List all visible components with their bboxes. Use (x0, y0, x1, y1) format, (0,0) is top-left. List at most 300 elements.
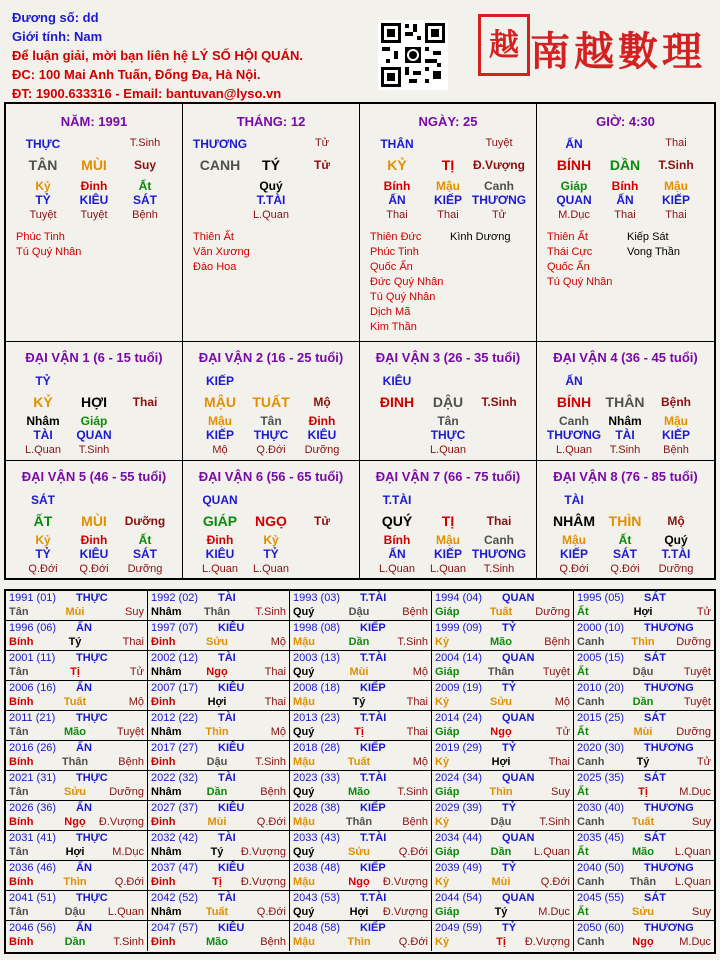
hidden-can: Canh (559, 414, 589, 428)
year-cell (6, 831, 148, 861)
hidden-stage: T.Sinh (609, 444, 641, 456)
year-chi: Ngọ (64, 816, 86, 828)
year-stage: Bệnh (260, 786, 286, 798)
year-thap-than: KIẾP (360, 802, 386, 814)
year-cell (574, 711, 714, 741)
pillar-chi: TÝ (262, 157, 280, 173)
year-cell (148, 651, 290, 681)
year-thap-than: KIẾP (360, 742, 386, 754)
year-chi: Ngọ (632, 936, 654, 948)
dai-van-thap-than: TỶ (35, 374, 51, 388)
year-label: 2008 (18) (293, 682, 341, 694)
year-stage: Q.Đới (398, 846, 428, 858)
year-cell (574, 801, 714, 831)
dai-van-8 (537, 461, 714, 580)
hidden-stage: L.Quan (24, 444, 62, 456)
year-label: 2022 (32) (151, 772, 199, 784)
year-can: Bính (9, 636, 34, 648)
dai-van-thap-than: T.TÀI (382, 493, 412, 507)
year-chi: Tý (68, 636, 82, 648)
year-cell (148, 711, 290, 741)
year-stage: Suy (551, 786, 570, 798)
year-label: 2003 (13) (293, 652, 341, 664)
year-can: Ất (577, 666, 589, 678)
year-thap-than: T.TÀI (360, 712, 387, 724)
year-stage: L.Quan (533, 846, 570, 858)
year-can: Ất (577, 606, 589, 618)
pillar-stage-top: Tuyệt (485, 137, 513, 149)
dai-van-thap-than: ẤN (565, 374, 583, 388)
dai-van-1 (6, 342, 183, 461)
year-label: 2017 (27) (151, 742, 199, 754)
year-stage: Thai (122, 636, 144, 648)
dai-van-stage: Mộ (667, 514, 685, 528)
hidden-can: Bính (383, 179, 411, 193)
year-cell (6, 801, 148, 831)
year-chi: Thân (629, 876, 657, 888)
pillar-stage-top: Thai (665, 137, 687, 149)
year-thap-than: T.TÀI (360, 832, 387, 844)
year-cell (432, 741, 574, 771)
hidden-can: Mậu (562, 533, 586, 547)
year-thap-than: QUAN (502, 772, 535, 784)
year-can: Giáp (435, 726, 460, 738)
year-chi: Sửu (347, 846, 371, 858)
year-stage: Bệnh (544, 636, 570, 648)
year-thap-than: ẤN (76, 922, 92, 934)
dai-van-can: ẤT (33, 513, 53, 529)
hidden-can: Đinh (206, 533, 234, 547)
year-cell (432, 591, 574, 621)
dai-van-title: ĐẠI VẬN 1 (6 - 15 tuổi) (25, 350, 163, 365)
year-chi: Hợi (633, 606, 653, 618)
year-cell (574, 651, 714, 681)
year-thap-than: ẤN (76, 682, 92, 694)
year-thap-than: KIẾP (360, 622, 386, 634)
year-thap-than: THỰC (76, 652, 108, 664)
hidden-can: Đinh (80, 179, 108, 193)
year-label: 2010 (20) (577, 682, 625, 694)
year-cell (290, 681, 432, 711)
year-can: Quý (293, 906, 315, 918)
year-stage: Mộ (554, 696, 570, 708)
year-label: 2005 (15) (577, 652, 625, 664)
pillar-stage-top: Tử (314, 137, 330, 149)
year-cell (148, 861, 290, 891)
year-stage: Tử (129, 666, 144, 678)
year-label: 1992 (02) (151, 592, 199, 604)
dai-van-chi: DẬU (432, 394, 464, 410)
year-stage: Dưỡng (535, 606, 570, 618)
year-stage: Mộ (270, 636, 286, 648)
year-chi: Tuất (347, 756, 371, 768)
year-thap-than: TÀI (218, 652, 236, 664)
year-thap-than: QUAN (502, 652, 535, 664)
year-thap-than: KIÊU (218, 622, 245, 634)
pillar-thap-than: ẤN (565, 137, 583, 151)
year-stage: Thai (264, 666, 286, 678)
pillar-thap-than: THỰC (25, 137, 61, 151)
hidden-can: Mậu (664, 414, 688, 428)
year-can: Nhâm (151, 846, 182, 858)
year-thap-than: TỶ (502, 682, 517, 694)
year-cell (432, 801, 574, 831)
year-stage: M.Dục (679, 786, 711, 798)
year-thap-than: TÀI (218, 712, 236, 724)
year-label: 2024 (34) (435, 772, 483, 784)
year-can: Bính (9, 696, 34, 708)
star-item: Tú Quý Nhân (16, 246, 82, 258)
year-stage: Q.Đới (540, 876, 570, 888)
year-can: Kỷ (435, 876, 450, 888)
year-cell (148, 591, 290, 621)
dai-van-stage: Thai (486, 514, 512, 528)
year-thap-than: THƯƠNG (644, 802, 694, 814)
hidden-stage: Bệnh (132, 209, 158, 221)
year-cell (432, 921, 574, 951)
hidden-stage: Tử (491, 209, 507, 221)
year-chi: Tuất (631, 816, 655, 828)
year-stage: Đ.Vượng (98, 816, 144, 828)
year-chi: Mùi (491, 876, 511, 888)
year-can: Giáp (435, 666, 460, 678)
hidden-can: Mậu (664, 179, 688, 193)
star-item: Kiếp Sát (627, 231, 669, 243)
hidden-thap-than: TÀI (615, 428, 635, 442)
star-item: Vong Thần (627, 246, 681, 258)
year-cell (432, 831, 574, 861)
year-can: Đinh (151, 936, 176, 948)
pillar-stage-top: T.Sinh (129, 137, 161, 149)
address-line: ĐC: 100 Mai Anh Tuấn, Đống Đa, Hà Nội. (12, 67, 261, 82)
year-stage: T.Sinh (397, 786, 428, 798)
star-item: Quốc Ấn (547, 261, 590, 273)
year-label: 2047 (57) (151, 922, 199, 934)
year-can: Tân (9, 846, 29, 858)
dai-van-title: ĐẠI VẬN 4 (36 - 45 tuổi) (553, 350, 698, 365)
year-chi: Mão (348, 786, 370, 798)
hidden-thap-than: KIẾP (433, 193, 462, 207)
year-thap-than: SÁT (644, 712, 666, 724)
hidden-stage: L.Quan (429, 563, 467, 575)
hidden-stage: Bệnh (663, 444, 689, 456)
year-cell (6, 651, 148, 681)
hidden-thap-than: ẤN (616, 193, 634, 207)
hidden-can: Ất (138, 179, 152, 193)
dai-van-title: ĐẠI VẬN 6 (56 - 65 tuổi) (198, 469, 344, 484)
star-item: Thiên Ất (193, 231, 234, 243)
year-stage: Q.Đới (256, 816, 286, 828)
year-thap-than: TỶ (502, 922, 517, 934)
hidden-can: Bính (383, 533, 411, 547)
year-label: 2035 (45) (577, 832, 625, 844)
hidden-can: Bính (611, 179, 639, 193)
year-label: 2029 (39) (435, 802, 483, 814)
year-stage: Suy (692, 816, 711, 828)
year-thap-than: QUAN (502, 892, 535, 904)
dai-van-title: ĐẠI VẬN 5 (46 - 55 tuổi) (21, 469, 167, 484)
year-label: 2045 (55) (577, 892, 625, 904)
year-cell (574, 741, 714, 771)
year-stage: Suy (692, 906, 711, 918)
year-thap-than: SÁT (644, 652, 666, 664)
year-label: 2034 (44) (435, 832, 483, 844)
year-chi: Tuất (63, 696, 87, 708)
year-label: 2027 (37) (151, 802, 199, 814)
year-chi: Tị (212, 876, 222, 888)
year-can: Nhâm (151, 906, 182, 918)
year-chi: Mùi (349, 666, 369, 678)
annual-luck-grid (4, 589, 716, 954)
year-stage: Mộ (270, 726, 286, 738)
year-chi: Tị (638, 786, 648, 798)
hidden-can: Đinh (80, 533, 108, 547)
dai-van-title: ĐẠI VẬN 8 (76 - 85 tuổi) (553, 469, 698, 484)
year-can: Đinh (151, 756, 176, 768)
pillar-chi: DẦN (609, 157, 641, 173)
year-stage: Thai (264, 696, 286, 708)
year-label: 2014 (24) (435, 712, 483, 724)
hidden-thap-than: KIÊU (79, 193, 109, 207)
year-can: Tân (9, 606, 29, 618)
year-chi: Dậu (206, 756, 228, 768)
year-can: Đinh (151, 816, 176, 828)
hidden-can: Tân (437, 414, 459, 428)
hidden-stage: L.Quan (555, 444, 593, 456)
year-label: 2042 (52) (151, 892, 199, 904)
year-cell (6, 621, 148, 651)
year-cell (290, 771, 432, 801)
year-cell (432, 621, 574, 651)
year-can: Mậu (293, 636, 315, 648)
year-chi: Tuất (489, 606, 513, 618)
year-stage: T.Sinh (255, 756, 286, 768)
year-stage: M.Dục (112, 846, 144, 858)
year-cell (432, 711, 574, 741)
year-cell (148, 681, 290, 711)
year-label: 2002 (12) (151, 652, 199, 664)
hidden-thap-than: SÁT (133, 193, 157, 207)
year-thap-than: T.TÀI (360, 592, 387, 604)
year-cell (574, 681, 714, 711)
hidden-can: Quý (259, 179, 283, 193)
year-thap-than: TÀI (218, 592, 236, 604)
hidden-can: Nhâm (608, 414, 642, 428)
hidden-stage: Q.Đới (256, 444, 286, 456)
hidden-thap-than: TÀI (33, 428, 53, 442)
year-chi: Mùi (207, 816, 227, 828)
year-can: Tân (9, 906, 29, 918)
year-label: 1994 (04) (435, 592, 483, 604)
dai-van-stage: Bệnh (661, 395, 691, 409)
year-cell (290, 741, 432, 771)
year-label: 2000 (10) (577, 622, 625, 634)
year-stage: Tử (696, 756, 711, 768)
year-chi: Mão (490, 636, 512, 648)
pillar-1 (6, 104, 183, 342)
year-cell (6, 711, 148, 741)
hidden-thap-than: KIÊU (205, 547, 235, 561)
hidden-thap-than: TỶ (263, 547, 279, 561)
hidden-stage: L.Quan (201, 563, 239, 575)
dai-van-can: GIÁP (202, 513, 238, 529)
year-can: Canh (577, 696, 605, 708)
year-stage: Suy (125, 606, 144, 618)
year-thap-than: SÁT (644, 892, 666, 904)
dai-van-stage: Tử (313, 514, 331, 528)
year-chi: Dậu (64, 906, 86, 918)
year-chi: Dậu (632, 666, 654, 678)
subject-name: Đương số: dd (12, 10, 99, 25)
year-chi: Sửu (489, 696, 513, 708)
year-stage: Tuyệt (683, 666, 711, 678)
year-label: 2036 (46) (9, 862, 57, 874)
year-cell (148, 801, 290, 831)
year-cell (290, 831, 432, 861)
hidden-can: Mậu (436, 179, 460, 193)
hidden-stage: Tuyệt (80, 209, 108, 221)
dai-van-6 (183, 461, 360, 580)
year-thap-than: TỶ (502, 742, 517, 754)
year-can: Mậu (293, 816, 315, 828)
year-label: 2048 (58) (293, 922, 341, 934)
year-label: 2032 (42) (151, 832, 199, 844)
hidden-thap-than: ẤN (388, 547, 406, 561)
hidden-can: Ất (618, 533, 632, 547)
year-cell (6, 771, 148, 801)
dai-van-title: ĐẠI VẬN 3 (26 - 35 tuổi) (375, 350, 521, 365)
year-thap-than: QUAN (502, 712, 535, 724)
dai-van-thap-than: SÁT (31, 493, 55, 507)
year-thap-than: QUAN (502, 832, 535, 844)
year-thap-than: QUAN (502, 592, 535, 604)
year-chi: Tuất (205, 906, 229, 918)
year-label: 2013 (23) (293, 712, 341, 724)
year-can: Nhâm (151, 666, 182, 678)
dai-van-can: ĐINH (379, 394, 415, 410)
hidden-thap-than: THƯƠNG (546, 428, 602, 442)
year-label: 2011 (21) (9, 712, 56, 724)
year-thap-than: ẤN (76, 622, 92, 634)
subject-gender: Giới tính: Nam (12, 29, 103, 44)
hidden-thap-than: QUAN (76, 428, 112, 442)
year-cell (290, 921, 432, 951)
year-chi: Thân (487, 666, 515, 678)
star-item: Thiên Ất (547, 231, 588, 243)
hidden-stage: L.Quan (252, 209, 290, 221)
year-thap-than: ẤN (76, 802, 92, 814)
pillar-title: GIỜ: 4:30 (596, 114, 655, 129)
hidden-stage: Thai (437, 209, 459, 221)
phone-email-line: ĐT: 1900.633316 - Email: bantuvan@lyso.vn (12, 86, 282, 101)
year-label: 2020 (30) (577, 742, 625, 754)
hidden-stage: Thai (386, 209, 408, 221)
year-can: Giáp (435, 606, 460, 618)
dai-van-stage: Thai (132, 395, 158, 409)
hidden-stage: T.Sinh (78, 444, 110, 456)
hidden-can: Tân (260, 414, 282, 428)
year-chi: Tị (70, 666, 80, 678)
year-thap-than: SÁT (644, 592, 666, 604)
year-stage: L.Quan (107, 906, 144, 918)
year-thap-than: THỰC (76, 592, 108, 604)
year-chi: Ngọ (348, 876, 370, 888)
hidden-can: Đinh (308, 414, 336, 428)
year-can: Tân (9, 726, 29, 738)
dai-van-stage: T.Sinh (481, 395, 517, 409)
year-can: Ất (577, 726, 589, 738)
year-chi: Tị (496, 936, 506, 948)
pillar-title: THÁNG: 12 (236, 114, 306, 129)
hidden-stage: Dưỡng (127, 563, 163, 575)
year-label: 2041 (51) (9, 892, 57, 904)
year-can: Đinh (151, 636, 176, 648)
hidden-thap-than: KIÊU (307, 428, 337, 442)
year-stage: Thai (406, 726, 428, 738)
hidden-thap-than: KIÊU (79, 547, 109, 561)
hidden-thap-than: TỶ (35, 547, 51, 561)
year-can: Giáp (435, 786, 460, 798)
year-stage: Tuyệt (542, 666, 570, 678)
dai-van-chi: TUẤT (252, 394, 290, 410)
hidden-thap-than: THƯƠNG (471, 547, 527, 561)
hidden-stage: Q.Đới (559, 563, 589, 575)
hidden-thap-than: THỰC (430, 428, 466, 442)
hidden-stage: Q.Đới (79, 563, 109, 575)
year-thap-than: T.TÀI (360, 892, 387, 904)
year-can: Nhâm (151, 786, 182, 798)
year-chi: Dậu (490, 816, 512, 828)
dai-van-title: ĐẠI VẬN 7 (66 - 75 tuổi) (375, 469, 521, 484)
hidden-thap-than: QUAN (556, 193, 592, 207)
year-chi: Thìn (631, 636, 655, 648)
year-cell (432, 861, 574, 891)
year-chi: Mão (632, 846, 654, 858)
hidden-can: Kỷ (35, 533, 51, 547)
hidden-stage: T.Sinh (483, 563, 515, 575)
year-stage: Đ.Vượng (240, 846, 286, 858)
pillar-stage: Đ.Vượng (473, 158, 525, 172)
year-can: Giáp (435, 906, 460, 918)
hidden-thap-than: KIẾP (433, 547, 462, 561)
year-chi: Thìn (205, 726, 229, 738)
dai-van-title: ĐẠI VẬN 2 (16 - 25 tuổi) (198, 350, 344, 365)
year-chi: Thân (345, 816, 373, 828)
dai-van-2 (183, 342, 360, 461)
hidden-can: Quý (664, 533, 688, 547)
dai-van-thap-than: QUAN (202, 493, 238, 507)
hidden-can: Kỷ (35, 179, 51, 193)
year-label: 2026 (36) (9, 802, 57, 814)
year-stage: Q.Đới (398, 936, 428, 948)
year-can: Canh (577, 636, 605, 648)
year-can: Ất (577, 846, 589, 858)
year-chi: Tý (636, 756, 650, 768)
year-can: Canh (577, 876, 605, 888)
year-stage: Q.Đới (256, 906, 286, 918)
logo-text: 南越數理 (530, 28, 706, 75)
year-can: Kỷ (435, 696, 450, 708)
year-stage: M.Dục (538, 906, 570, 918)
pillar-3 (360, 104, 537, 342)
year-can: Quý (293, 846, 315, 858)
year-thap-than: ẤN (76, 862, 92, 874)
year-thap-than: SÁT (644, 832, 666, 844)
year-can: Canh (577, 816, 605, 828)
dai-van-thap-than: KIẾP (205, 374, 234, 388)
year-stage: Thai (548, 756, 570, 768)
year-label: 2033 (43) (293, 832, 341, 844)
